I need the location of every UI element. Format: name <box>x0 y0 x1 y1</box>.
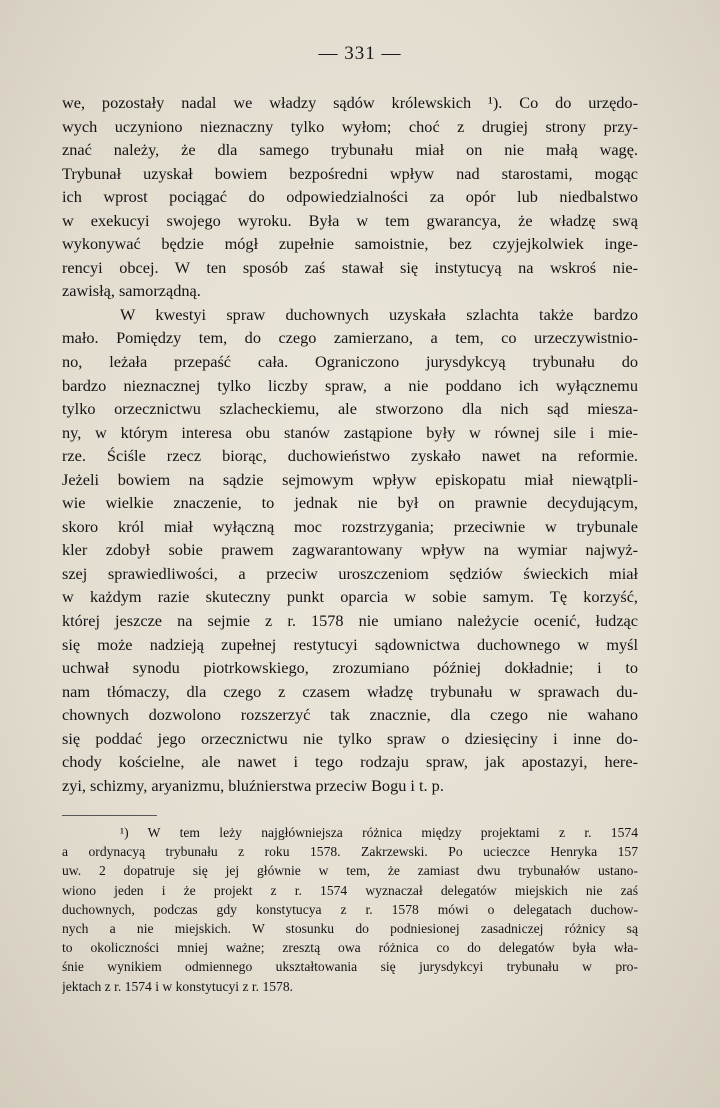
footnote-line: nych a nie miejskich. W stosunku do podniesionej zasadniczej różnicy są <box>62 920 638 936</box>
footnote <box>62 823 638 996</box>
text-line: ny, w którym interesa obu stanów zastąpione były w równej sile i mie- <box>62 422 638 442</box>
text-line: tylko orzecznictwu szlacheckiemu, ale stworzono dla nich sąd miesza- <box>62 399 638 419</box>
page-number: — 331 — <box>318 43 402 64</box>
text-line: się może nadzieją zupełnej restytucyi sądownictwa duchownego w myśl <box>62 634 638 654</box>
text-line: w każdym razie skuteczny punkt oparcia w sobie samym. Tę korzyść, <box>62 587 638 607</box>
text-line: rze. Ściśle rzecz biorąc, duchowieństwo zyskało nawet na reformie. <box>62 446 638 466</box>
text-line: wie wielkie znaczenie, to jednak nie był on prawnie decydującym, <box>62 493 638 513</box>
text-line: wych uczyniono nieznaczny tylko wyłom; choć z drugiej strony przy- <box>62 116 638 136</box>
body-text <box>62 91 638 797</box>
text-line: w exekucyi swojego wyroku. Była w tem gwarancya, że władzę swą <box>62 210 638 230</box>
footnote-line: śnie wynikiem odmiennego ukształtowania się jurysdykcyi trybunału w pro- <box>62 959 638 975</box>
text-line: Jeżeli bowiem na sądzie sejmowym wpływ episkopatu miał niewątpli- <box>62 469 638 489</box>
text-line: kler zdobył sobie prawem zagwarantowany wpływ na wymiar najwyż- <box>62 540 638 560</box>
footnote-line: jektach z r. 1574 i w konstytucyi z r. 1578. <box>62 978 294 994</box>
text-line: znać należy, że dla samego trybunału miał on nie małą wagę. <box>62 140 638 160</box>
text-line: się poddać jego orzecznictwu nie tylko spraw o dziesięciny i inne do- <box>62 728 638 748</box>
text-line: rencyi obcej. W ten sposób zaś stawał się instytucyą na wskroś nie- <box>62 257 638 277</box>
footnote-line: to okoliczności mniej ważne; zresztą owa różnica co do delegatów była wła- <box>62 940 638 956</box>
text-line: no, leżała przepaść cała. Ograniczono jurysdykcyą trybunału do <box>62 352 638 372</box>
text-line: chownych dozwolono rozszerzyć tak znacznie, dla czego nie wahano <box>62 705 638 725</box>
text-line: W kwestyi spraw duchownych uzyskała szlachta także bardzo <box>120 304 638 324</box>
text-line: której jeszcze na sejmie z r. 1578 nie umiano należycie ocenić, łudząc <box>62 611 638 631</box>
footnote-divider <box>62 815 157 816</box>
text-line: szej sprawiedliwości, a przeciw uroszczeniom sędziów świeckich miał <box>62 563 638 583</box>
text-line: mało. Pomiędzy tem, do czego zamierzano, a tem, co urzeczywistnio- <box>62 328 638 348</box>
text-line: uchwał synodu piotrkowskiego, zrozumiano później dokładnie; i to <box>62 658 638 678</box>
footnote-line: ¹) W tem leży najgłówniejsza różnica między projektami z r. 1574 <box>120 825 638 840</box>
footnote-line: wiono jeden i że projekt z r. 1574 wyznaczał delegatów miejskich nie zaś <box>62 882 638 898</box>
text-line: bardzo nieznacznej tylko liczby spraw, a nie poddano ich wyłącznemu <box>62 375 638 395</box>
text-line: ich wprost pociągać do odpowiedzialności za opór lub niedbalstwo <box>62 187 638 207</box>
text-line: chody kościelne, ale nawet i tego rodzaju spraw, jak apostazyi, here- <box>62 752 638 772</box>
footnote-line: uw. 2 dopatruje się jej głównie w tem, że zamiast dwu trybunałów ustano- <box>62 863 638 879</box>
text-line: Trybunał uzyskał bowiem bezpośredni wpływ nad starostami, mogąc <box>62 163 638 183</box>
text-line: zawisłą, samorządną. <box>62 281 201 301</box>
text-line: we, pozostały nadal we władzy sądów królewskich ¹). Co do urzędo- <box>62 93 638 112</box>
footnote-line: duchownych, podczas gdy konstytucya z r. 1578 mówi o delegatach duchow- <box>62 901 638 917</box>
text-line: nam tłómaczy, dla czego z czasem władzę trybunału w sprawach du- <box>62 681 638 701</box>
footnote-line: a ordynacyą trybunału z roku 1578. Zakrzewski. Po ucieczce Henryka 157 <box>62 844 638 860</box>
text-line: skoro król miał wyłączną moc rozstrzygania; przeciwnie w trybunale <box>62 516 638 536</box>
text-line: zyi, schizmy, aryanizmu, bluźnierstwa przeciw Bogu i t. p. <box>62 775 444 795</box>
text-line: wykonywać będzie mógł zupełnie samoistnie, bez czyjejkolwiek inge- <box>62 234 638 254</box>
